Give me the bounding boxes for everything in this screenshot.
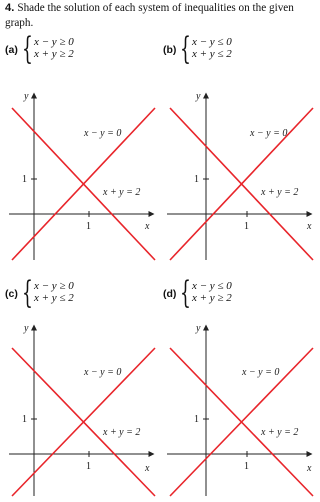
line-x-plus-y-label: x + y = 2 <box>103 427 141 438</box>
problem-text: Shade the solution of each system of inequalities on the given graph. <box>5 2 294 29</box>
y-tick-label: 1 <box>194 414 199 425</box>
line-x-minus-y-label: x − y = 0 <box>250 128 288 139</box>
line-x-plus-y-label: x + y = 2 <box>103 187 141 198</box>
x-tick-label: 1 <box>86 461 91 472</box>
part-d-system <box>163 275 303 311</box>
x-axis-label: x <box>145 463 150 474</box>
x-tick-label: 1 <box>244 221 249 232</box>
part-a-inequality-2: x + y ≥ 2 <box>34 48 74 60</box>
part-d-graph <box>163 320 315 495</box>
part-a-graph <box>5 88 157 263</box>
brace-icon: { <box>22 31 33 67</box>
brace-icon: { <box>180 275 191 311</box>
brace-icon: { <box>22 275 33 311</box>
problem-statement <box>5 1 311 31</box>
problem-number: 4. <box>5 2 15 14</box>
part-b-inequality-2: x + y ≤ 2 <box>192 48 232 60</box>
x-tick-label: 1 <box>244 461 249 472</box>
part-a-system <box>5 31 145 67</box>
y-axis-label: y <box>24 91 29 102</box>
y-tick-label: 1 <box>194 174 199 185</box>
brace-icon: { <box>180 31 191 67</box>
y-axis-label: y <box>196 323 201 334</box>
part-d-inequality-1: x − y ≤ 0 <box>192 280 232 292</box>
part-d-inequality-2: x + y ≥ 2 <box>192 292 232 304</box>
part-c-graph <box>5 320 157 495</box>
x-tick-label: 1 <box>86 221 91 232</box>
part-c-inequality-1: x − y ≥ 0 <box>34 280 74 292</box>
part-a-inequality-1: x − y ≥ 0 <box>34 36 74 48</box>
line-x-minus-y-label: x − y = 0 <box>84 367 122 378</box>
y-axis-label: y <box>196 91 201 102</box>
x-axis-label: x <box>307 463 312 474</box>
line-x-plus-y-label: x + y = 2 <box>261 427 299 438</box>
line-x-minus-y-label: x − y = 0 <box>84 128 122 139</box>
x-axis-label: x <box>145 221 150 232</box>
part-c-label: (c) <box>5 288 18 300</box>
part-b-system <box>163 31 303 67</box>
part-b-inequality-1: x − y ≤ 0 <box>192 36 232 48</box>
line-x-minus-y-label: x − y = 0 <box>242 367 280 378</box>
y-tick-label: 1 <box>22 414 27 425</box>
y-tick-label: 1 <box>22 174 27 185</box>
y-axis-label: y <box>24 323 29 334</box>
part-b-label: (b) <box>163 44 177 56</box>
line-x-plus-y-label: x + y = 2 <box>261 187 299 198</box>
part-b-graph <box>163 88 315 263</box>
part-a-label: (a) <box>5 44 18 56</box>
part-c-inequality-2: x + y ≤ 2 <box>34 292 74 304</box>
part-d-label: (d) <box>163 288 177 300</box>
part-c-system <box>5 275 145 311</box>
x-axis-label: x <box>307 221 312 232</box>
